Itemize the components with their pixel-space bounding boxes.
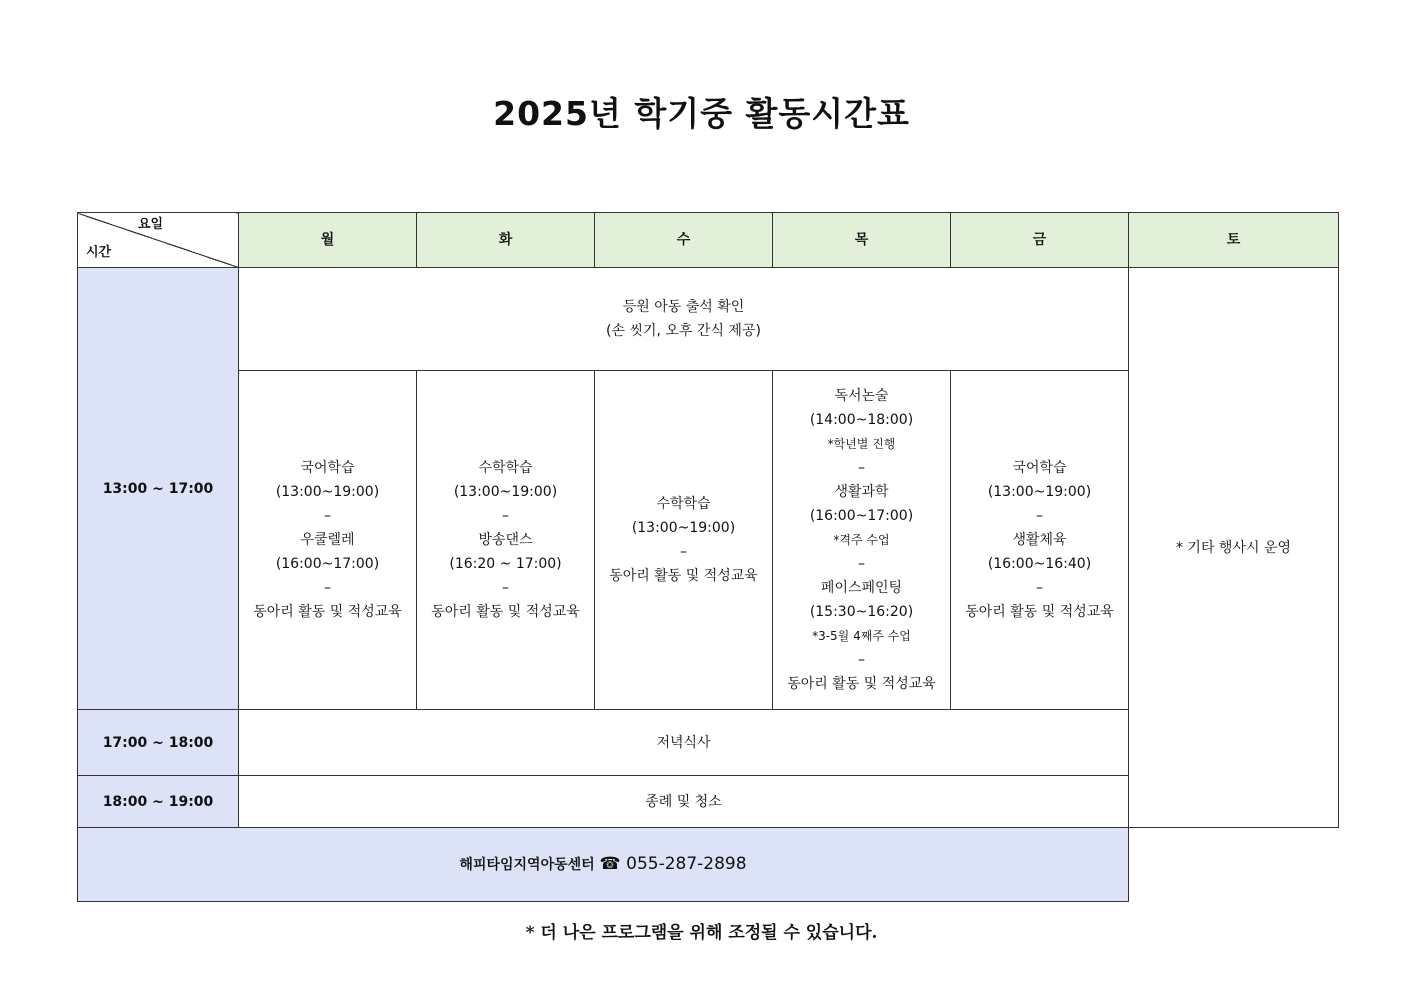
tue-activity-1: 수학학습 [478, 460, 533, 476]
day-header-wed: 수 [595, 213, 773, 268]
thu-activity-1-note: *학년별 진행 [827, 437, 896, 451]
thu-activity-3-note: *3-5월 4째주 수업 [812, 629, 911, 643]
separator: – [324, 508, 331, 524]
day-header-mon: 월 [239, 213, 417, 268]
tue-club: 동아리 활동 및 적성교육 [431, 604, 580, 620]
arrival-cell [239, 268, 1129, 371]
thu-activity-3: 페이스페인팅 [820, 580, 903, 596]
fri-activity-2: 생활체육 [1012, 532, 1067, 548]
wed-activity-1: 수학학습 [656, 496, 711, 512]
arrival-row [78, 268, 1339, 371]
mon-activity-2: 우쿨렐레 [300, 532, 355, 548]
corner-time-label: 시간 [86, 245, 112, 260]
separator: – [680, 544, 687, 560]
fri-activity-1-time: (13:00~19:00) [987, 484, 1092, 500]
footer-row [78, 828, 1339, 902]
separator: – [858, 556, 865, 572]
mon-activity-1-time: (13:00~19:00) [275, 484, 380, 500]
center-phone: ☎ 055-287-2898 [599, 854, 747, 874]
fri-activity-1: 국어학습 [1012, 460, 1067, 476]
time-slot-3: 18:00 ~ 19:00 [78, 776, 239, 828]
saturday-cell: * 기타 행사시 운영 [1129, 268, 1339, 828]
thu-activity-1-time: (14:00~18:00) [809, 412, 914, 428]
thu-activities [773, 371, 951, 710]
schedule-table [77, 212, 1339, 902]
time-slot-1: 13:00 ~ 17:00 [78, 268, 239, 710]
day-header-fri: 금 [951, 213, 1129, 268]
separator: – [858, 460, 865, 476]
separator: – [1036, 580, 1043, 596]
wed-activity-1-time: (13:00~19:00) [631, 520, 736, 536]
thu-activity-2-time: (16:00~17:00) [809, 508, 914, 524]
fri-club: 동아리 활동 및 적성교육 [965, 604, 1114, 620]
time-slot-2: 17:00 ~ 18:00 [78, 710, 239, 776]
mon-activity-2-time: (16:00~17:00) [275, 556, 380, 572]
page-title: 2025년 학기중 활동시간표 [493, 94, 910, 133]
tue-activities [417, 371, 595, 710]
header-row [78, 213, 1339, 268]
tue-activity-1-time: (13:00~19:00) [453, 484, 558, 500]
fri-activity-2-time: (16:00~16:40) [987, 556, 1092, 572]
thu-activity-3-time: (15:30~16:20) [809, 604, 914, 620]
thu-activity-1: 독서논술 [834, 388, 889, 404]
mon-activities [239, 371, 417, 710]
arrival-line1: 등원 아동 출석 확인 [622, 299, 745, 315]
tue-activity-2: 방송댄스 [478, 532, 533, 548]
closing-cell: 종례 및 청소 [239, 776, 1129, 828]
fri-activities [951, 371, 1129, 710]
wed-club: 동아리 활동 및 적성교육 [609, 568, 758, 584]
separator: – [858, 652, 865, 668]
mon-club: 동아리 활동 및 적성교육 [253, 604, 402, 620]
separator: – [324, 580, 331, 596]
corner-cell [78, 213, 239, 268]
wed-activities [595, 371, 773, 710]
footnote: * 더 나은 프로그램을 위해 조정될 수 있습니다. [525, 923, 878, 943]
corner-day-label: 요일 [138, 217, 164, 232]
thu-activity-2-note: *격주 수업 [833, 533, 890, 547]
arrival-line2: (손 씻기, 오후 간식 제공) [606, 323, 761, 339]
center-info [78, 828, 1129, 902]
day-header-tue: 화 [417, 213, 595, 268]
center-name: 해피타임지역아동센터 [459, 857, 595, 873]
thu-activity-2: 생활과학 [834, 484, 889, 500]
separator: – [502, 580, 509, 596]
separator: – [1036, 508, 1043, 524]
day-header-sat: 토 [1129, 213, 1339, 268]
day-header-thu: 목 [773, 213, 951, 268]
thu-club: 동아리 활동 및 적성교육 [787, 676, 936, 692]
mon-activity-1: 국어학습 [300, 460, 355, 476]
tue-activity-2-time: (16:20 ~ 17:00) [449, 556, 562, 572]
separator: – [502, 508, 509, 524]
dinner-cell: 저녁식사 [239, 710, 1129, 776]
